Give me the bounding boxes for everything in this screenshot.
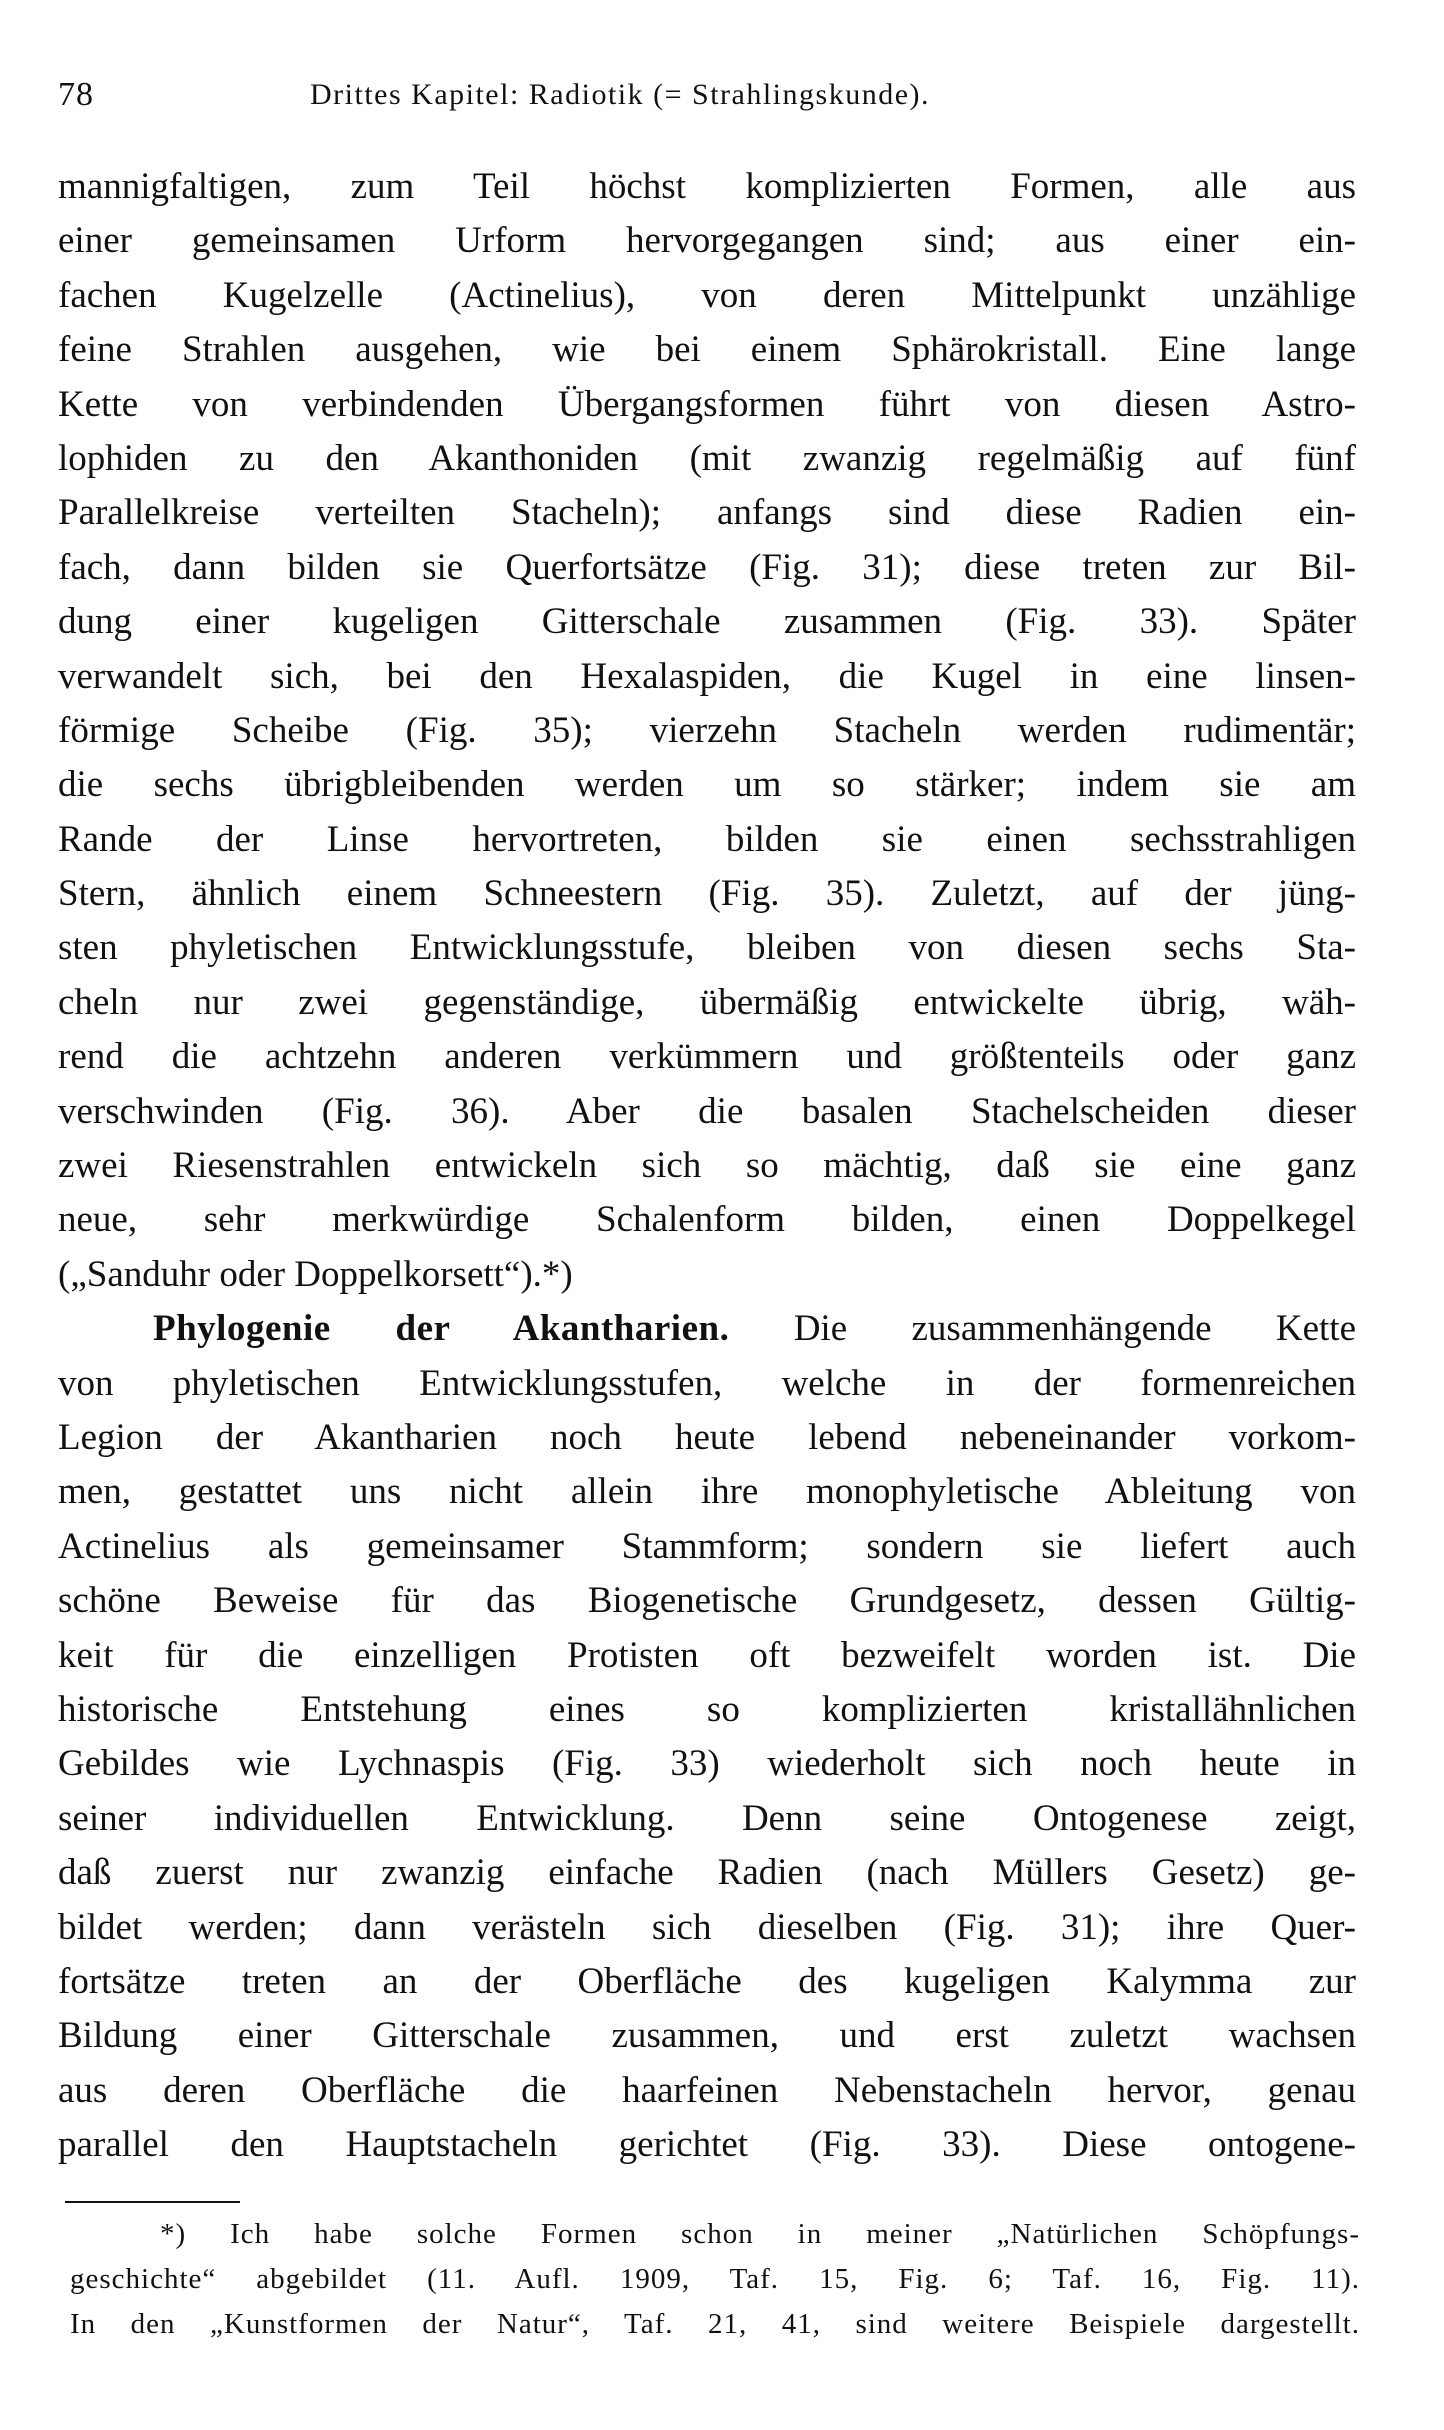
text-line: feine Strahlen ausgehen, wie bei einem Sphärokristall. Eine lange — [58, 329, 1356, 371]
text-line: Stern, ähnlich einem Schneestern (Fig. 35). Zuletzt, auf der jüng- — [58, 873, 1356, 915]
footnote-line: In den „Kunstformen der Natur“, Taf. 21, 41, sind weitere Beispiele dargestellt. — [70, 2308, 1360, 2340]
page-header — [58, 70, 1378, 120]
section-heading-line — [58, 1302, 1356, 1356]
text-line: parallel den Hauptstacheln gerichtet (Fig. 33). Diese ontogene- — [58, 2124, 1356, 2166]
text-line: keit für die einzelligen Protisten oft bezweifelt worden ist. Die — [58, 1634, 1356, 1676]
text-line: Rande der Linse hervortreten, bilden sie einen sechsstrahligen — [58, 818, 1356, 860]
text-line: seiner individuellen Entwicklung. Denn seine Ontogenese zeigt, — [58, 1797, 1356, 1839]
text-line: Parallelkreise verteilten Stacheln); anfangs sind diese Radien ein- — [58, 492, 1356, 534]
text-line: cheln nur zwei gegenständige, übermäßig entwickelte übrig, wäh- — [58, 981, 1356, 1023]
text-line: verwandelt sich, bei den Hexalaspiden, die Kugel in eine linsen- — [58, 655, 1356, 697]
text-line: verschwinden (Fig. 36). Aber die basalen Stachelscheiden dieser — [58, 1090, 1356, 1132]
text-line: rend die achtzehn anderen verkümmern und größtenteils oder ganz — [58, 1036, 1356, 1078]
text-line: („Sanduhr oder Doppelkorsett“).*) — [58, 1253, 573, 1295]
footnote-line: geschichte“ abgebildet (11. Aufl. 1909, Taf. 15, Fig. 6; Taf. 16, Fig. 11). — [70, 2263, 1360, 2295]
text-line: Actinelius als gemeinsamer Stammform; sondern sie liefert auch — [58, 1525, 1356, 1567]
text-line: sten phyletischen Entwicklungsstufe, bleiben von diesen sechs Sta- — [58, 927, 1356, 969]
text-line: Kette von verbindenden Übergangsformen führt von diesen Astro- — [58, 383, 1356, 425]
text-line: daß zuerst nur zwanzig einfache Radien (nach Müllers Gesetz) ge- — [58, 1852, 1356, 1894]
text-line: aus deren Oberfläche die haarfeinen Nebenstacheln hervor, genau — [58, 2069, 1356, 2111]
text-line: fachen Kugelzelle (Actinelius), von deren Mittelpunkt unzählige — [58, 274, 1356, 316]
footnote-divider — [65, 2201, 240, 2203]
section-heading: Phylogenie der Akantharien. — [153, 1308, 730, 1350]
page-number: 78 — [58, 76, 94, 113]
running-head: Drittes Kapitel: Radiotik (= Strahlingskunde). — [310, 78, 931, 111]
text-line: historische Entstehung eines so komplizierten kristallähnlichen — [58, 1688, 1356, 1730]
text-line: zwei Riesenstrahlen entwickeln sich so mächtig, daß sie eine ganz — [58, 1145, 1356, 1187]
text-line: Legion der Akantharien noch heute lebend nebeneinander vorkom- — [58, 1416, 1356, 1458]
heading-continuation: Die zusammenhängende Kette — [729, 1308, 1356, 1350]
text-line: mannigfaltigen, zum Teil höchst komplizierten Formen, alle aus — [58, 166, 1356, 207]
text-line: die sechs übrigbleibenden werden um so stärker; indem sie am — [58, 764, 1356, 806]
text-line: lophiden zu den Akanthoniden (mit zwanzig regelmäßig auf fünf — [58, 437, 1356, 479]
text-line: fach, dann bilden sie Querfortsätze (Fig. 31); diese treten zur Bil- — [58, 546, 1356, 588]
text-line: Gebildes wie Lychnaspis (Fig. 33) wiederholt sich noch heute in — [58, 1743, 1356, 1785]
text-line: men, gestattet uns nicht allein ihre monophyletische Ableitung von — [58, 1471, 1356, 1513]
body-text — [58, 160, 1356, 2172]
text-line: von phyletischen Entwicklungsstufen, welche in der formenreichen — [58, 1362, 1356, 1404]
footnote — [70, 2212, 1360, 2347]
text-line: neue, sehr merkwürdige Schalenform bilden, einen Doppelkegel — [58, 1199, 1356, 1241]
text-line: fortsätze treten an der Oberfläche des kugeligen Kalymma zur — [58, 1960, 1356, 2002]
text-line: schöne Beweise für das Biogenetische Grundgesetz, dessen Gültig- — [58, 1580, 1356, 1622]
text-line: einer gemeinsamen Urform hervorgegangen sind; aus einer ein- — [58, 220, 1356, 262]
text-line: dung einer kugeligen Gitterschale zusammen (Fig. 33). Später — [58, 601, 1356, 643]
footnote-line: *) Ich habe solche Formen schon in meiner „Natürlichen Schöpfungs- — [160, 2218, 1360, 2250]
text-line: förmige Scheibe (Fig. 35); vierzehn Stacheln werden rudimentär; — [58, 709, 1356, 751]
text-line: Bildung einer Gitterschale zusammen, und erst zuletzt wachsen — [58, 2015, 1356, 2057]
text-line: bildet werden; dann verästeln sich dieselben (Fig. 31); ihre Quer- — [58, 1906, 1356, 1948]
